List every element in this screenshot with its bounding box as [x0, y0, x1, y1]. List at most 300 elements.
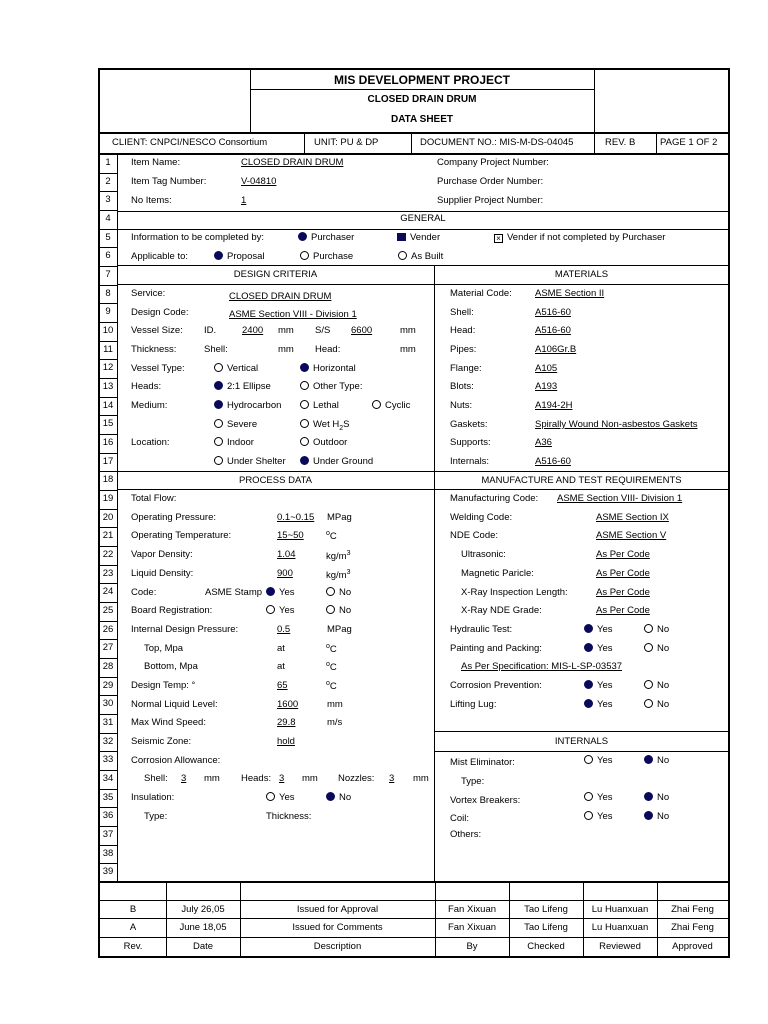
pipes-value: A106Gr.B	[535, 344, 577, 355]
row-number: 9	[105, 306, 111, 317]
no-label: No	[657, 680, 670, 691]
filled-square-icon	[397, 233, 406, 241]
wet-h2s-label: Wet H	[313, 419, 340, 430]
no-label: No	[657, 811, 670, 822]
row-line	[99, 602, 117, 603]
divider	[594, 68, 595, 132]
wind-value: 29.8	[277, 717, 296, 728]
mat-shell-value: A516-60	[535, 307, 571, 318]
severe-option[interactable]	[214, 419, 257, 431]
kgm3-unit	[326, 548, 351, 563]
mm-unit: mm	[278, 325, 294, 336]
row-number: 32	[102, 736, 114, 747]
row-line	[99, 695, 117, 696]
lethal-option[interactable]	[300, 400, 339, 412]
heads-label: Heads:	[131, 381, 162, 392]
lift-yes-option[interactable]	[584, 699, 613, 711]
head-label: Head:	[315, 344, 341, 355]
liquid-density-label: Liquid Density:	[131, 568, 194, 579]
row-line	[99, 490, 117, 491]
insulation-label: Insulation:	[131, 792, 175, 803]
mat-head-value: A516-60	[535, 325, 571, 336]
hydro-label: Hydraulic Test:	[450, 624, 513, 635]
vortex-no-option[interactable]	[644, 792, 669, 804]
id-value: 2400	[242, 325, 264, 336]
cyclic-label: Cyclic	[385, 400, 411, 411]
checked-box-icon: ×	[494, 234, 503, 243]
insul-no-option[interactable]	[326, 792, 351, 804]
paint-spec: As Per Specification: MIS-L-SP-03537	[461, 661, 623, 672]
row-number: 21	[102, 530, 114, 541]
mfg-code-value: ASME Section VIII- Division 1	[557, 493, 683, 504]
no-items-value: 1	[241, 195, 247, 206]
asme-stamp-label: ASME Stamp	[205, 587, 263, 598]
xray-length-value: As Per Code	[596, 587, 650, 598]
row-line	[99, 677, 117, 678]
mfg-header: MANUFACTURE AND TEST REQUIREMENTS	[481, 475, 682, 486]
checked-cell: Tao Lifeng	[524, 904, 568, 915]
general-header: GENERAL	[400, 213, 446, 224]
row-line	[99, 322, 117, 323]
filled-radio-icon	[584, 643, 593, 652]
filled-radio-icon	[300, 363, 309, 372]
filled-radio-icon	[644, 811, 653, 820]
vessel-size-label: Vessel Size:	[131, 325, 183, 336]
kgm-text: kg/m	[326, 551, 347, 563]
divider	[304, 133, 305, 154]
empty-radio-icon	[644, 699, 653, 708]
mat-internals-label: Internals:	[450, 456, 490, 467]
checked-cell: Tao Lifeng	[524, 922, 568, 933]
supports-label: Supports:	[450, 437, 491, 448]
tag-label: Item Tag Number:	[131, 176, 207, 187]
board-no-option[interactable]	[326, 605, 351, 617]
date-cell: June 18,05	[179, 922, 227, 933]
row-line	[99, 471, 117, 472]
celsius-unit	[326, 678, 337, 693]
horizontal-label: Horizontal	[313, 363, 356, 374]
ellipse-option[interactable]	[214, 381, 271, 393]
row-number: 37	[102, 829, 114, 840]
divider	[411, 133, 412, 154]
row-line	[99, 191, 117, 192]
row-number: 16	[102, 437, 114, 448]
divider	[656, 133, 657, 154]
row-line	[99, 453, 117, 454]
board-reg-label: Board Registration:	[131, 605, 213, 616]
date-header: Date	[192, 941, 214, 952]
lethal-label: Lethal	[313, 400, 339, 411]
filled-radio-icon	[326, 792, 335, 801]
document-no: DOCUMENT NO.: MIS-M-DS-04045	[420, 137, 574, 148]
divider	[250, 89, 594, 90]
row-number: 31	[102, 717, 114, 728]
wet-h2s-option[interactable]	[300, 419, 349, 435]
description-header: Description	[313, 941, 362, 952]
op-temp-value: 15~50	[277, 530, 304, 541]
service-label: Service:	[131, 288, 166, 299]
row-line	[99, 173, 117, 174]
proposal-option[interactable]	[214, 251, 265, 263]
empty-radio-icon	[398, 251, 407, 260]
row-number: 19	[102, 493, 114, 504]
deg-sign: o	[326, 530, 330, 537]
empty-radio-icon	[326, 587, 335, 596]
row-line	[99, 714, 117, 715]
nde-code-label: NDE Code:	[450, 530, 499, 541]
thickness-label: Thickness:	[131, 344, 177, 355]
vender-label: Vender	[410, 232, 441, 243]
material-code-label: Material Code:	[450, 288, 512, 299]
row-number: 4	[105, 213, 111, 224]
empty-radio-icon	[214, 419, 223, 428]
purchaser-option[interactable]	[298, 232, 354, 244]
c-sign: C	[329, 681, 337, 693]
company-project-number-label: Company Project Number:	[437, 157, 549, 168]
corr-no-option[interactable]	[644, 680, 669, 692]
row-line	[99, 285, 117, 286]
divider	[98, 900, 730, 901]
row-number: 29	[102, 680, 114, 691]
mist-no-option[interactable]	[644, 755, 669, 767]
row-number: 39	[102, 866, 114, 877]
empty-radio-icon	[644, 680, 653, 689]
no-label: No	[657, 643, 670, 654]
paint-no-option[interactable]	[644, 643, 669, 655]
coil-yes-option[interactable]	[584, 811, 613, 823]
nde-code-value: ASME Section V	[596, 530, 667, 541]
mat-internals-value: A516-60	[535, 456, 571, 467]
divider	[117, 284, 729, 285]
nll-label: Normal Liquid Level:	[131, 699, 218, 710]
empty-radio-icon	[372, 400, 381, 409]
at-label: at	[277, 661, 285, 672]
row-line	[99, 303, 117, 304]
c-sign: C	[329, 644, 337, 656]
empty-radio-icon	[300, 419, 309, 428]
corr-yes-option[interactable]	[584, 680, 613, 692]
indoor-label: Indoor	[227, 437, 254, 448]
row-line	[99, 751, 117, 752]
ca-shell-label: Shell:	[144, 773, 168, 784]
outdoor-option[interactable]	[300, 437, 347, 449]
id-label: ID.	[204, 325, 217, 336]
hydro-no-option[interactable]	[644, 624, 669, 636]
vapor-density-label: Vapor Density:	[131, 549, 193, 560]
design-criteria-header: DESIGN CRITERIA	[233, 269, 318, 280]
nll-value: 1600	[277, 699, 299, 710]
reviewed-header: Reviewed	[599, 941, 641, 952]
reviewed-cell: Lu Huanxuan	[591, 904, 649, 915]
design-code-label: Design Code:	[131, 307, 189, 318]
filled-radio-icon	[214, 381, 223, 390]
under-shelter-option[interactable]	[214, 456, 286, 468]
ca-heads-label: Heads:	[241, 773, 272, 784]
row-line	[99, 863, 117, 864]
gaskets-label: Gaskets:	[450, 419, 488, 430]
rev-header: Rev.	[123, 941, 143, 952]
row-line	[99, 341, 117, 342]
row-number: 1	[105, 157, 111, 168]
row-number: 24	[102, 586, 114, 597]
row-line	[99, 639, 117, 640]
ca-shell-value: 3	[181, 773, 187, 784]
empty-radio-icon	[584, 792, 593, 801]
row-line	[99, 527, 117, 528]
c-sign: C	[329, 662, 337, 674]
info-label: Information to be completed by:	[131, 232, 265, 243]
row-line	[99, 826, 117, 827]
row-number: 18	[102, 474, 114, 485]
kgm-text: kg/m	[326, 570, 347, 582]
row-number: 11	[103, 344, 113, 355]
revision: REV. B	[605, 137, 636, 148]
yes-label: Yes	[597, 624, 613, 635]
nuts-value: A194-2H	[535, 400, 573, 411]
outdoor-label: Outdoor	[313, 437, 348, 448]
divider	[117, 154, 118, 882]
at-label: at	[277, 643, 285, 654]
empty-radio-icon	[326, 605, 335, 614]
by-header: By	[466, 941, 478, 952]
ca-heads-value: 3	[279, 773, 285, 784]
process-data-header: PROCESS DATA	[238, 475, 313, 486]
row-number: 23	[102, 568, 114, 579]
empty-radio-icon	[584, 811, 593, 820]
no-label: No	[657, 792, 670, 803]
item-name-value: CLOSED DRAIN DRUM	[241, 157, 344, 168]
vertical-option[interactable]	[214, 363, 258, 375]
row-line	[99, 229, 117, 230]
under-ground-option[interactable]	[300, 456, 373, 468]
row-number: 6	[105, 250, 111, 261]
supports-value: A36	[535, 437, 552, 448]
row-line	[99, 583, 117, 584]
celsius-unit	[326, 641, 337, 656]
vortex-label: Vortex Breakers:	[450, 795, 521, 806]
yes-label: Yes	[597, 643, 613, 654]
reviewed-cell: Lu Huanxuan	[591, 922, 649, 933]
material-code-value: ASME Section II	[535, 288, 605, 299]
doc-type: DATA SHEET	[390, 114, 454, 125]
coil-no-option[interactable]	[644, 811, 669, 823]
vessel-type-label: Vessel Type:	[131, 363, 185, 374]
row-line	[99, 378, 117, 379]
horizontal-option[interactable]	[300, 363, 356, 375]
no-label: No	[339, 587, 352, 598]
mfg-code-label: Manufacturing Code:	[450, 493, 539, 504]
row-line	[99, 359, 117, 360]
row-number: 10	[102, 325, 114, 336]
divider	[98, 132, 730, 134]
cube-sup: 3	[346, 569, 351, 576]
vapor-density-value: 1.04	[277, 549, 296, 560]
yes-label: Yes	[597, 680, 613, 691]
row-number: 7	[105, 269, 111, 280]
row-number: 22	[102, 549, 114, 560]
divider	[434, 302, 435, 882]
service-value: CLOSED DRAIN DRUM	[229, 291, 332, 302]
flange-value: A105	[535, 363, 558, 374]
row-number: 35	[102, 792, 114, 803]
hydrocarbon-label: Hydrocarbon	[227, 400, 282, 411]
row-line	[99, 845, 117, 846]
mist-label: Mist Eliminator:	[450, 757, 515, 768]
divider	[98, 881, 730, 883]
stamp-no-option[interactable]	[326, 587, 351, 599]
mm-unit: mm	[204, 773, 220, 784]
row-number: 14	[102, 400, 114, 411]
row-line	[99, 266, 117, 267]
welding-code-label: Welding Code:	[450, 512, 513, 523]
yes-label: Yes	[597, 755, 613, 766]
materials-header: MATERIALS	[554, 269, 609, 280]
row-line	[99, 733, 117, 734]
ss-label: S/S	[315, 325, 331, 336]
wet-h2s-sub: 2	[339, 424, 344, 432]
empty-radio-icon	[644, 624, 653, 633]
purchase-option[interactable]	[300, 251, 353, 263]
divider	[98, 153, 730, 155]
others-label: Others:	[450, 829, 482, 840]
row-number: 25	[102, 605, 114, 616]
as-built-option[interactable]	[398, 251, 443, 263]
divider	[117, 489, 729, 490]
welding-code-value: ASME Section IX	[596, 512, 669, 523]
celsius-unit	[326, 659, 337, 674]
vender-option[interactable]	[397, 232, 440, 244]
by-cell: Fan Xixuan	[447, 904, 497, 915]
hydrocarbon-option[interactable]	[214, 400, 281, 412]
filled-radio-icon	[298, 232, 307, 241]
other-type-option[interactable]	[300, 381, 362, 393]
liquid-density-value: 900	[277, 568, 293, 579]
as-built-label: As Built	[411, 251, 444, 262]
frame-bottom	[98, 956, 730, 958]
divider	[117, 211, 729, 212]
row-line	[99, 807, 117, 808]
tag-value: V-04810	[241, 176, 277, 187]
xray-length-label: X-Ray Inspection Length:	[461, 587, 568, 598]
cube-sup: 3	[346, 550, 351, 557]
row-number: 28	[102, 661, 114, 672]
row-line	[99, 210, 117, 211]
vortex-yes-option[interactable]	[584, 792, 613, 804]
row-line	[99, 415, 117, 416]
row-number: 8	[105, 288, 111, 299]
mm-unit: mm	[400, 325, 416, 336]
row-line	[99, 434, 117, 435]
design-temp-value: 65	[277, 680, 288, 691]
rev-cell: B	[129, 904, 137, 915]
applicable-label: Applicable to:	[131, 251, 189, 262]
row-number: 36	[102, 810, 114, 821]
medium-label: Medium:	[131, 400, 168, 411]
seismic-label: Seismic Zone:	[131, 736, 192, 747]
empty-radio-icon	[584, 755, 593, 764]
vender-nc-option[interactable]	[494, 232, 665, 244]
deg-sign: o	[326, 661, 330, 668]
top-mpa-label: Top, Mpa	[144, 643, 184, 654]
op-pressure-label: Operating Pressure:	[131, 512, 217, 523]
no-label: No	[339, 792, 352, 803]
xray-grade-value: As Per Code	[596, 605, 650, 616]
row-line	[99, 509, 117, 510]
severe-label: Severe	[227, 419, 258, 430]
insul-yes-option[interactable]	[266, 792, 295, 804]
empty-radio-icon	[300, 381, 309, 390]
desc-cell: Issued for Comments	[292, 922, 383, 933]
ca-label: Corrosion Allowance:	[131, 755, 221, 766]
row-number: 2	[105, 176, 111, 187]
filled-radio-icon	[300, 456, 309, 465]
op-temp-label: Operating Temperature:	[131, 530, 232, 541]
mm-unit: mm	[327, 699, 343, 710]
client: CLIENT: CNPCI/NESCO Consortium	[112, 137, 268, 148]
coil-label: Coil:	[450, 813, 470, 824]
empty-radio-icon	[214, 437, 223, 446]
celsius-unit	[326, 528, 337, 543]
unit: UNIT: PU & DP	[314, 137, 379, 148]
mpag-unit: MPag	[327, 512, 352, 523]
empty-radio-icon	[300, 437, 309, 446]
row-number: 17	[102, 456, 114, 467]
row-number: 34	[102, 773, 114, 784]
stamp-yes-option[interactable]	[266, 587, 295, 599]
row-number: 27	[102, 642, 114, 653]
by-cell: Fan Xixuan	[447, 922, 497, 933]
mist-yes-option[interactable]	[584, 755, 613, 767]
divider	[117, 229, 729, 230]
row-line	[99, 789, 117, 790]
approved-cell: Zhai Feng	[671, 904, 714, 915]
yes-label: Yes	[279, 587, 295, 598]
lifting-lug-label: Lifting Lug:	[450, 699, 497, 710]
filled-radio-icon	[214, 251, 223, 260]
indoor-option[interactable]	[214, 437, 254, 449]
insul-type-label: Type:	[144, 811, 168, 822]
kgm3-unit	[326, 567, 351, 582]
row-number: 20	[102, 512, 114, 523]
ca-nozzles-label: Nozzles:	[338, 773, 375, 784]
row-number: 15	[102, 418, 114, 429]
purchase-label: Purchase	[313, 251, 354, 262]
mm-unit: mm	[302, 773, 318, 784]
insul-thickness-label: Thickness:	[266, 811, 312, 822]
paint-yes-option[interactable]	[584, 643, 613, 655]
internals-header: INTERNALS	[554, 736, 609, 747]
ellipse-label: 2:1 Ellipse	[227, 381, 271, 392]
yes-label: Yes	[279, 792, 295, 803]
filled-radio-icon	[266, 587, 275, 596]
po-number-label: Purchase Order Number:	[437, 176, 544, 187]
row-line	[99, 658, 117, 659]
row-line	[99, 247, 117, 248]
board-yes-option[interactable]	[266, 605, 295, 617]
row-number: 12	[102, 362, 114, 373]
magnetic-value: As Per Code	[596, 568, 650, 579]
hydro-yes-option[interactable]	[584, 624, 613, 636]
row-number: 38	[102, 848, 114, 859]
row-line	[99, 546, 117, 547]
flange-label: Flange:	[450, 363, 482, 374]
lift-no-option[interactable]	[644, 699, 669, 711]
no-items-label: No Items:	[131, 195, 172, 206]
cyclic-option[interactable]	[372, 400, 410, 412]
no-label: No	[657, 755, 670, 766]
no-label: No	[657, 624, 670, 635]
deg-sign: o	[326, 680, 330, 687]
